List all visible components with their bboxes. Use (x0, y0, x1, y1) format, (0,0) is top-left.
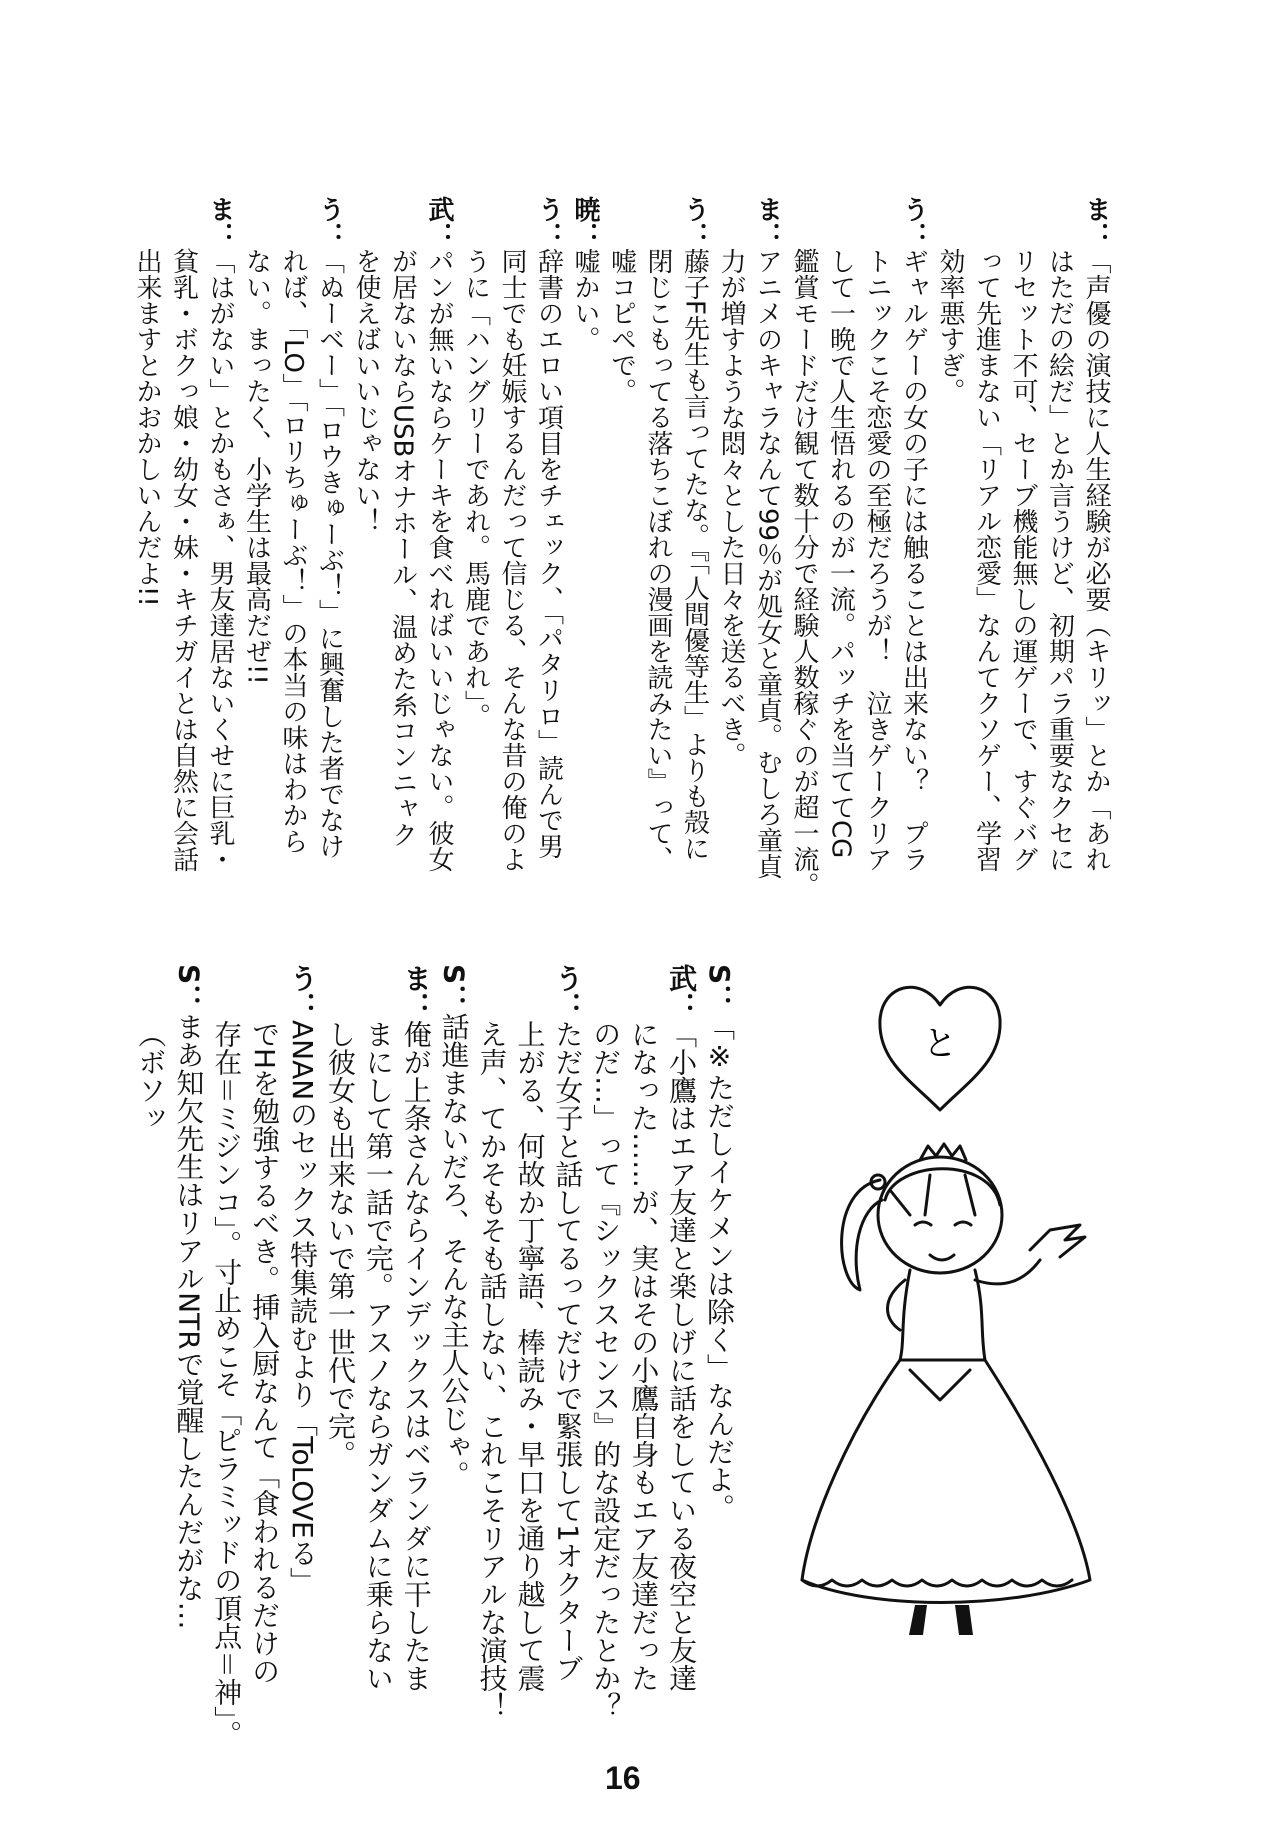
dialogue-line (494, 196, 531, 886)
speaker-label: ま： (205, 196, 235, 248)
dialogue-text: リセット不可、セーブ機能無しの運ゲーで、すぐバグ (1008, 248, 1038, 872)
dialogue-text: れば、「LO」「ロリちゅーぶ！」の本当の味はわから (278, 248, 308, 855)
dialogue-line (1041, 196, 1078, 886)
dialogue-line (1078, 196, 1115, 886)
dialogue-line (586, 964, 624, 1734)
dialogue-line (713, 196, 750, 886)
dialogue-line (245, 964, 283, 1734)
dialogue-text: でHを勉強するべき。挿入厨なんて「食われるだけの (248, 1020, 282, 1686)
dialogue-line (129, 196, 166, 886)
dialogue-text: して一晩で人生悟れるのが一流。パッチを当ててCG (825, 248, 856, 859)
dialogue-line (283, 964, 321, 1734)
speaker-label: う： (286, 964, 320, 1020)
dialogue-line (397, 964, 435, 1734)
dialogue-text: し彼女も出来ないで第一世代で完。 (323, 1020, 357, 1468)
speaker-label: S： (172, 964, 206, 1013)
heart-text: と (923, 1024, 957, 1064)
dialogue-line (603, 196, 640, 886)
dialogue-text: ギャルゲーの女の子には触ることは出来ない？ プラ (898, 248, 929, 872)
dialogue-text: はただの絵だ」とか言うけど、初期パラ重要なクセに (1044, 248, 1075, 872)
dialogue-line (624, 964, 662, 1734)
dialogue-text: まあ知欠先生はリアルNTRで覚醒したんだがな… (172, 1012, 206, 1630)
dialogue-line (895, 196, 932, 886)
speaker-label: S： (437, 964, 471, 1013)
dialogue-line (786, 196, 823, 898)
dialogue-line (132, 964, 170, 1734)
dialogue-text: 効率悪すぎ。 (935, 248, 965, 404)
speaker-label: 武： (424, 196, 454, 248)
dialogue-text: ただ女子と話してるってだけで緊張して1オクターブ (551, 1020, 585, 1682)
dialogue-text: 「ぬーベー」「ロウきゅーぶ！」に興奮した者でなけ (314, 248, 345, 859)
bottom-dialogue (132, 964, 738, 1749)
dialogue-text: トニックこそ恋愛の至極だろうが！ 泣きゲークリア (862, 248, 892, 872)
dialogue-line (321, 964, 359, 1734)
dialogue-text: ない。まったく、小学生は最高だぜ!! (241, 248, 272, 685)
dialogue-text: になった……が、実はその小鷹自身もエア友達だった (627, 1020, 661, 1692)
dialogue-line (165, 196, 202, 886)
dialogue-line (207, 964, 245, 1749)
dialogue-text: うに「ハングリーであれ。馬鹿であれ」。 (460, 248, 491, 729)
dialogue-line (968, 196, 1005, 886)
dialogue-text: 「はがない」とかもさぁ、男友達居ないくせに巨乳・ (205, 248, 235, 872)
dialogue-text: 同士でも妊娠するんだって信じる、そんな昔の俺のよ (497, 248, 527, 872)
dialogue-text: 閉じこもってる落ちこぼれの漫画を読みたい』って、 (643, 248, 673, 872)
dialogue-line (359, 964, 397, 1734)
dialogue-text: 力が増すような悶々とした日々を送るべき。 (716, 248, 746, 768)
speaker-label: ま： (1081, 196, 1111, 248)
speaker-label: う： (679, 196, 710, 248)
dialogue-line (859, 196, 896, 886)
speaker-label: S： (703, 964, 736, 1013)
dialogue-line (169, 964, 207, 1734)
dialogue-line (511, 964, 549, 1734)
dialogue-line (567, 196, 604, 886)
dialogue-text: 「声優の演技に人生経験が必要（キリッ」とか「あれ (1081, 248, 1111, 872)
dialogue-line (473, 964, 511, 1734)
speaker-label: 暁： (570, 196, 600, 248)
dialogue-line (700, 964, 738, 1734)
dialogue-text: 鑑賞モードだけ観て数十分で経験人数稼ぐのが超一流。 (789, 248, 819, 898)
dialogue-line (822, 196, 859, 886)
speaker-label: ま： (752, 196, 783, 248)
dialogue-text: 出来ますとかおかしいんだよ!! (132, 248, 162, 607)
dialogue-text: 貧乳・ボクっ娘・幼女・妹・キチガイとは自然に会話 (168, 248, 199, 872)
dialogue-text: 存在＝ミジンコ」。寸止めこそ「ピラミッドの頂点＝神」。 (210, 1020, 244, 1749)
dialogue-line (275, 196, 312, 886)
dialogue-line (435, 964, 473, 1734)
dialogue-line (1005, 196, 1042, 886)
dialogue-text: を使えばいいじゃない！ (351, 248, 381, 534)
dialogue-line (238, 196, 275, 886)
dialogue-line (421, 196, 458, 886)
dialogue-text: え声、てかそもそも話しない、これこそリアルな演技！ (475, 1020, 509, 1720)
dialogue-text: 上がる、何故か丁寧語、棒読み・早口を通り越して震 (513, 1020, 547, 1692)
dialogue-text: のだ…」って『シックスセンス』的な設定だったとか？ (589, 1020, 623, 1720)
speaker-label: う： (314, 196, 345, 248)
dialogue-text: 話進まないだろ、そんな主人公じゃ。 (437, 1012, 471, 1489)
dialogue-line (640, 196, 677, 886)
dialogue-text: 俺が上条さんならインデックスはベランダに干したま (399, 1020, 433, 1692)
dialogue-line (676, 196, 713, 886)
dialogue-text: 「小鷹はエア友達と楽しげに話をしている夜空と友達 (665, 1020, 699, 1692)
dialogue-text: 辞書のエロい項目をチェック、「パタリロ」読んで男 (533, 248, 564, 859)
dialogue-text: パンが無いならケーキを食べればいいじゃない。彼女 (424, 248, 454, 872)
dialogue-line (662, 964, 700, 1734)
dialogue-text: （ボソッ (134, 1020, 168, 1132)
dialogue-line (311, 196, 348, 886)
dialogue-line (384, 196, 421, 886)
dialogue-text: ANANのセックス特集読むより「ToLOVEる」 (286, 1020, 320, 1595)
dialogue-line (348, 196, 385, 886)
dialogue-text: まにして第一話で完。アスノならガンダムに乗らない (361, 1020, 395, 1692)
dialogue-text: 「※ただしイケメンは除く」なんだよ。 (703, 1012, 736, 1522)
dialogue-line (457, 196, 494, 886)
dialogue-text: って先進まない「リアル恋愛」なんてクソゲー、学習 (971, 248, 1002, 872)
dialogue-text: が居ないならUSBオナホール、温めた糸コンニャク (387, 248, 418, 848)
speaker-label: 武： (665, 964, 699, 1020)
top-dialogue (129, 196, 1115, 898)
dialogue-line (530, 196, 567, 886)
speaker-label: う： (551, 964, 585, 1020)
speaker-label: う： (898, 196, 929, 248)
dialogue-line (548, 964, 586, 1734)
page-number: 16 (605, 1760, 641, 1796)
speaker-label: う： (533, 196, 564, 248)
dialogue-line (202, 196, 239, 886)
dialogue-line (932, 196, 969, 886)
dialogue-text: 嘘コピペで。 (606, 248, 637, 404)
speaker-label: ま： (399, 964, 433, 1020)
dialogue-text: アニメのキャラなんて99％が処女と童貞。むしろ童貞 (752, 248, 783, 880)
dialogue-text: 嘘かい。 (570, 248, 600, 352)
chibi-girl-illustration (790, 960, 1120, 1640)
dialogue-text: 藤子F先生も言ってたな。『「人間優等生」よりも殻に (679, 248, 710, 861)
dialogue-line (749, 196, 786, 886)
